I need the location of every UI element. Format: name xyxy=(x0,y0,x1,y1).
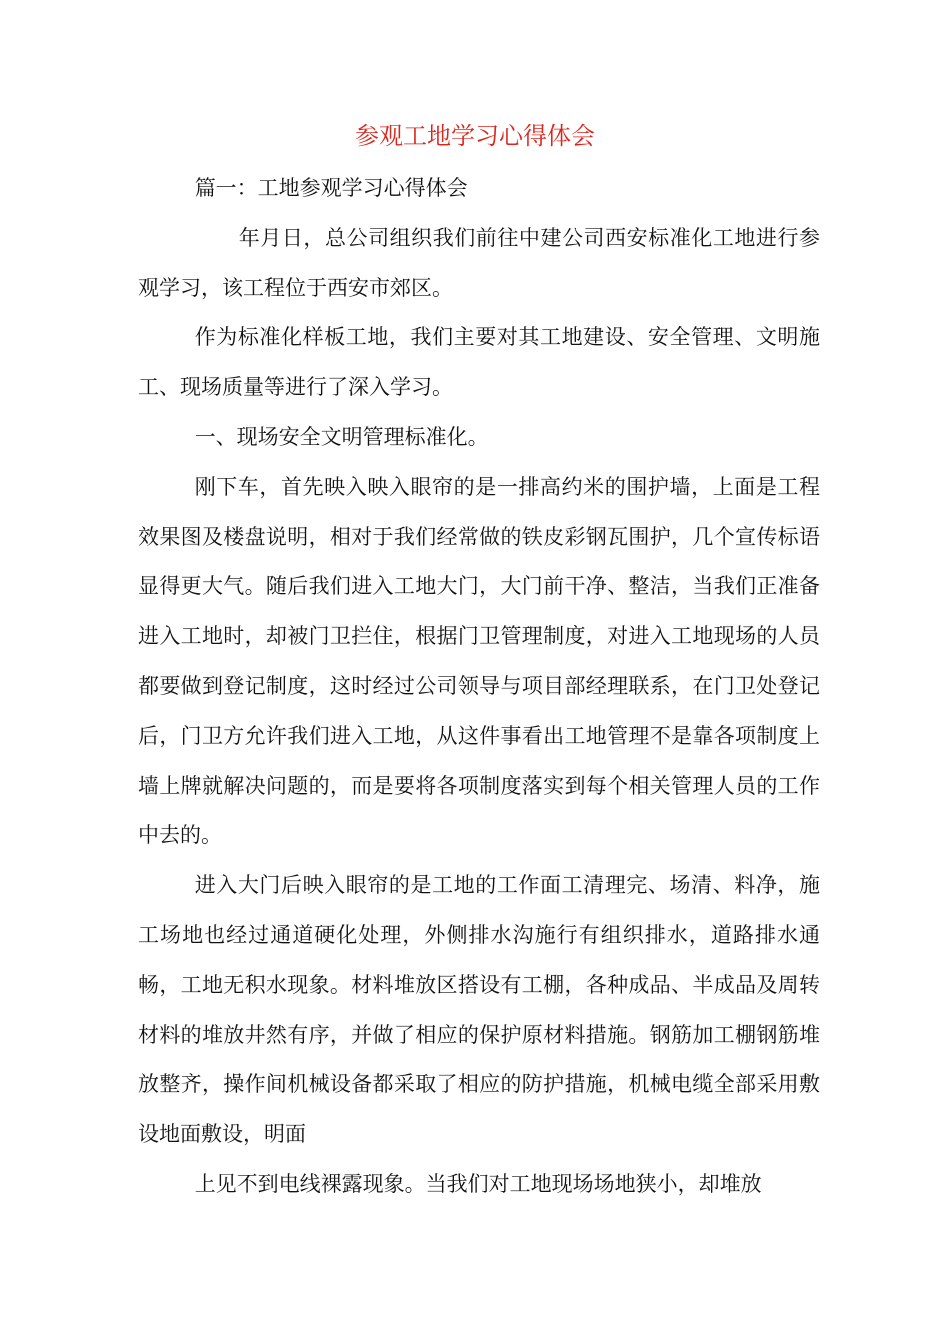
paragraph: 进入大门后映入眼帘的是工地的工作面工清理完、场清、料净，施工场地也经过通道硬化处理，外侧排水沟施行有组织排水，道路排水通畅，工地无积水现象。材料堆放区搭设有工棚，各种成品、半成品及周转材料的堆放井然有序，并做了相应的保护原材料措施。钢筋加工棚钢筋堆放整齐，操作间机械设备都采取了相应的防护措施，机械电缆全部采用敷设地面敷设，明面 xyxy=(138,873,820,1147)
document-body xyxy=(138,164,820,1210)
paragraph: 刚下车，首先映入映入眼帘的是一排高约米的围护墙，上面是工程效果图及楼盘说明，相对于我们经常做的铁皮彩钢瓦围护，几个宣传标语显得更大气。随后我们进入工地大门，大门前干净、整洁，当我们正准备进入工地时，却被门卫拦住，根据门卫管理制度，对进入工地现场的人员都要做到登记制度，这时经过公司领导与项目部经理联系，在门卫处登记后，门卫方允许我们进入工地，从这件事看出工地管理不是靠各项制度上墙上牌就解决问题的，而是要将各项制度落实到每个相关管理人员的工作中去的。 xyxy=(138,474,820,848)
paragraph: 作为标准化样板工地，我们主要对其工地建设、安全管理、文明施工、现场质量等进行了深入学习。 xyxy=(138,325,820,400)
page-title: 参观工地学习心得体会 xyxy=(355,122,595,150)
subsection-heading: 一、现场安全文明管理标准化。 xyxy=(194,424,489,449)
paragraph: 年月日，总公司组织我们前往中建公司西安标准化工地进行参观学习，该工程位于西安市郊区。 xyxy=(138,225,820,300)
section-heading: 篇一：工地参观学习心得体会 xyxy=(194,176,468,200)
paragraph: 上见不到电线裸露现象。当我们对工地现场场地狭小，却堆放 xyxy=(194,1171,762,1196)
